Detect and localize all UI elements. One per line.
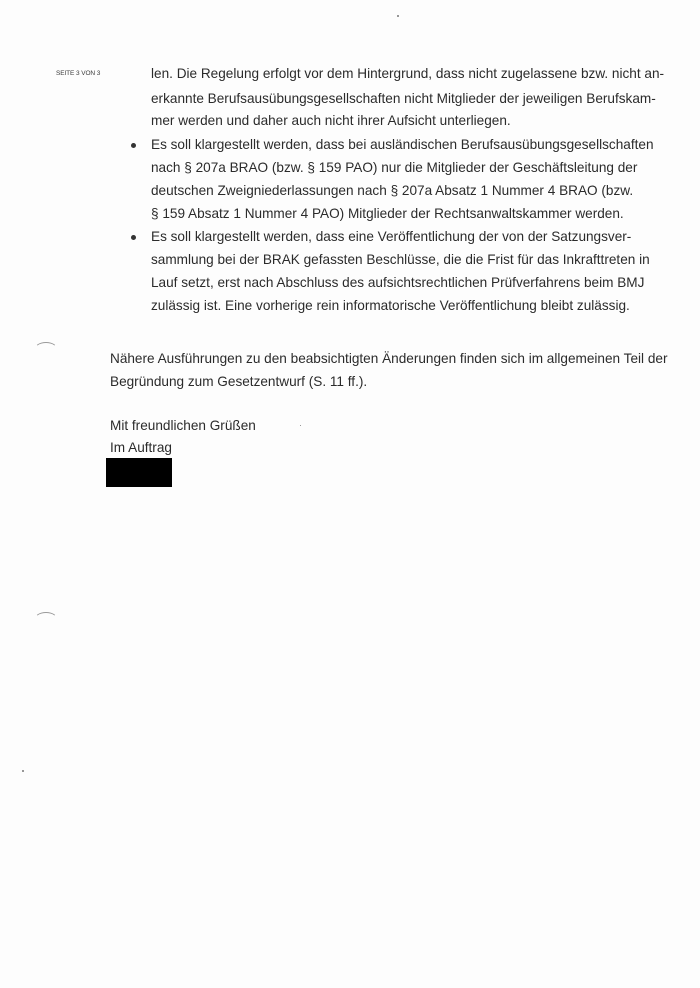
bullet-line: sammlung bei der BRAK gefassten Beschlüsse, die die Frist für das Inkrafttreten in [151,252,650,267]
bullet-line: Es soll klargestellt werden, dass bei ausländischen Berufsausübungsgesellschaften [151,137,654,152]
closing-greeting: Mit freundlichen Grüßen [110,418,256,433]
bullet-line: § 159 Absatz 1 Nummer 4 PAO) Mitglieder der Rechtsanwaltskammer werden. [151,206,624,221]
bullet-marker [131,235,136,240]
sign-off: Im Auftrag [110,440,172,455]
punch-mark [34,342,58,358]
paragraph-line: len. Die Regelung erfolgt vor dem Hintergrund, dass nicht zugelassene bzw. nicht an- [151,66,665,81]
redacted-signature [106,458,172,487]
reference-line: Nähere Ausführungen zu den beabsichtigten Änderungen finden sich im allgemeinen Teil der [110,351,668,366]
scan-speck [22,770,24,772]
page-number: SEITE 3 VON 3 [56,70,101,77]
bullet-line: deutschen Zweigniederlassungen nach § 207a Absatz 1 Nummer 4 BRAO (bzw. [151,183,634,198]
scan-speck [300,425,301,426]
bullet-line: Lauf setzt, erst nach Abschluss des aufsichtsrechtlichen Prüfverfahrens beim BMJ [151,275,645,290]
bullet-line: zulässig ist. Eine vorherige rein informatorische Veröffentlichung bleibt zulässig. [151,298,630,313]
scan-speck [397,15,399,17]
bullet-line: nach § 207a BRAO (bzw. § 159 PAO) nur die Mitglieder der Geschäftsleitung der [151,160,638,175]
punch-mark [34,612,58,628]
bullet-line: Es soll klargestellt werden, dass eine Veröffentlichung der von der Satzungsver- [151,229,632,244]
paragraph-line: mer werden und daher auch nicht ihrer Aufsicht unterliegen. [151,113,511,128]
reference-line: Begründung zum Gesetzentwurf (S. 11 ff.). [110,374,368,389]
paragraph-line: erkannte Berufsausübungsgesellschaften nicht Mitglieder der jeweiligen Berufskam- [151,91,656,106]
bullet-marker [131,143,136,148]
